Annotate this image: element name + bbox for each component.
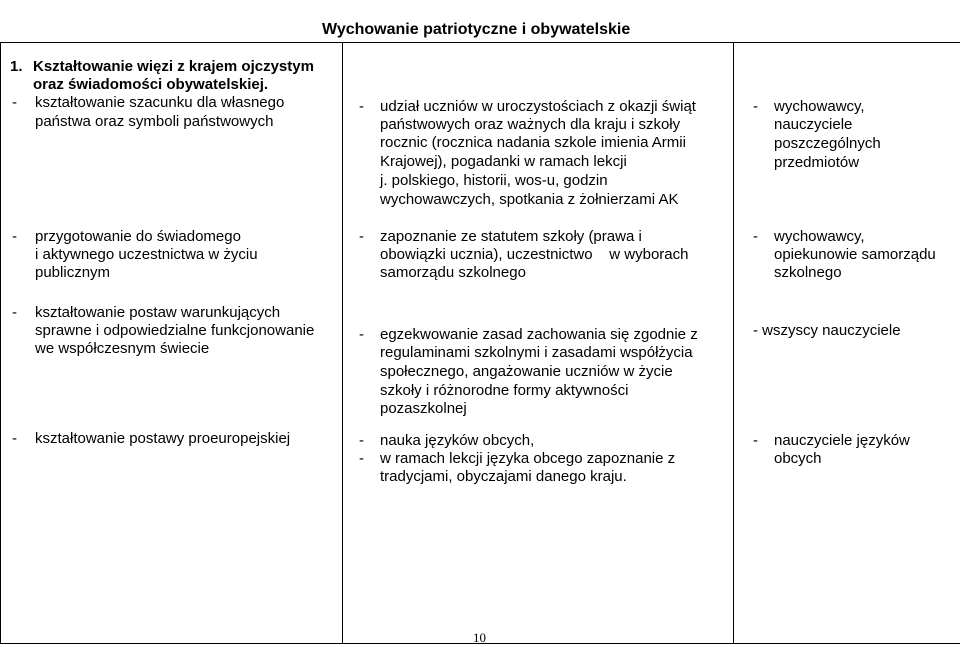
- activity-1-line-4: Krajowej), pogadanki w ramach lekcji: [380, 153, 627, 171]
- activity-1-line-6: wychowawczych, spotkania z żołnierzami AK: [380, 191, 678, 209]
- responsible-1-line-2: nauczyciele: [774, 116, 852, 134]
- activity-2-line-1: zapoznanie ze statutem szkoły (prawa i: [380, 228, 642, 246]
- activity-3-line-2: regulaminami szkolnymi i zasadami współżycia: [380, 344, 693, 362]
- bullet-dash: -: [359, 228, 364, 246]
- bullet-dash: -: [359, 98, 364, 116]
- bullet-dash: -: [12, 94, 17, 112]
- activity-1-line-2: państwowych oraz ważnych dla kraju i szkoły: [380, 116, 680, 134]
- bullet-dash: -: [359, 432, 364, 450]
- responsible-3-line-1: - wszyscy nauczyciele: [753, 322, 901, 340]
- bullet-dash: -: [359, 450, 364, 468]
- bullet-dash: -: [359, 326, 364, 344]
- goal-2-line-3: publicznym: [35, 264, 110, 282]
- heading-line-2: oraz świadomości obywatelskiej.: [33, 76, 268, 94]
- goals-column: [1, 43, 343, 644]
- responsible-4-line-2: obcych: [774, 450, 822, 468]
- activity-2-line-2: obowiązki ucznia), uczestnictwo w wyborach: [380, 246, 688, 264]
- heading-line-1: Kształtowanie więzi z krajem ojczystym: [33, 58, 314, 76]
- heading-number: 1.: [10, 58, 23, 76]
- activity-4-line-3: tradycjami, obyczajami danego kraju.: [380, 468, 627, 486]
- bullet-dash: -: [753, 228, 758, 246]
- activity-2-line-3: samorządu szkolnego: [380, 264, 526, 282]
- activity-1-line-5: j. polskiego, historii, wos-u, godzin: [380, 172, 608, 190]
- page-number: 10: [473, 629, 486, 647]
- activity-1-line-1: udział uczniów w uroczystościach z okazji świąt: [380, 98, 696, 116]
- activity-3-line-5: pozaszkolnej: [380, 400, 467, 418]
- responsible-1-line-1: wychowawcy,: [774, 98, 865, 116]
- activity-3-line-3: społecznego, angażowanie uczniów w życie: [380, 363, 673, 381]
- goal-3-line-1: kształtowanie postaw warunkujących: [35, 304, 280, 322]
- activity-3-line-1: egzekwowanie zasad zachowania się zgodnie z: [380, 326, 698, 344]
- activity-3-line-4: szkoły i różnorodne formy aktywności: [380, 382, 628, 400]
- goal-2-line-1: przygotowanie do świadomego: [35, 228, 241, 246]
- goal-1-line-1: kształtowanie szacunku dla własnego: [35, 94, 284, 112]
- goal-3-line-2: sprawne i odpowiedzialne funkcjonowanie: [35, 322, 314, 340]
- activity-1-line-3: rocznic (rocznica nadania szkole imienia Armii: [380, 134, 686, 152]
- responsible-1-line-3: poszczególnych: [774, 135, 881, 153]
- goal-2-line-2: i aktywnego uczestnictwa w życiu: [35, 246, 258, 264]
- responsible-2-line-3: szkolnego: [774, 264, 842, 282]
- goal-4-line-1: kształtowanie postawy proeuropejskiej: [35, 430, 290, 448]
- responsible-1-line-4: przedmiotów: [774, 154, 859, 172]
- bullet-dash: -: [12, 304, 17, 322]
- responsible-column: [734, 43, 960, 644]
- responsible-4-line-1: nauczyciele języków: [774, 432, 910, 450]
- goal-3-line-3: we współczesnym świecie: [35, 340, 209, 358]
- bullet-dash: -: [753, 98, 758, 116]
- bullet-dash: -: [12, 430, 17, 448]
- goal-1-line-2: państwa oraz symboli państwowych: [35, 113, 273, 131]
- activity-4-line-1: nauka języków obcych,: [380, 432, 534, 450]
- section-title: Wychowanie patriotyczne i obywatelskie: [322, 21, 630, 39]
- activity-4-line-2: w ramach lekcji języka obcego zapoznanie z: [380, 450, 675, 468]
- bullet-dash: -: [753, 432, 758, 450]
- activities-column: [343, 43, 734, 644]
- responsible-2-line-2: opiekunowie samorządu: [774, 246, 936, 264]
- responsible-2-line-1: wychowawcy,: [774, 228, 865, 246]
- education-plan-table: [0, 42, 960, 644]
- bullet-dash: -: [12, 228, 17, 246]
